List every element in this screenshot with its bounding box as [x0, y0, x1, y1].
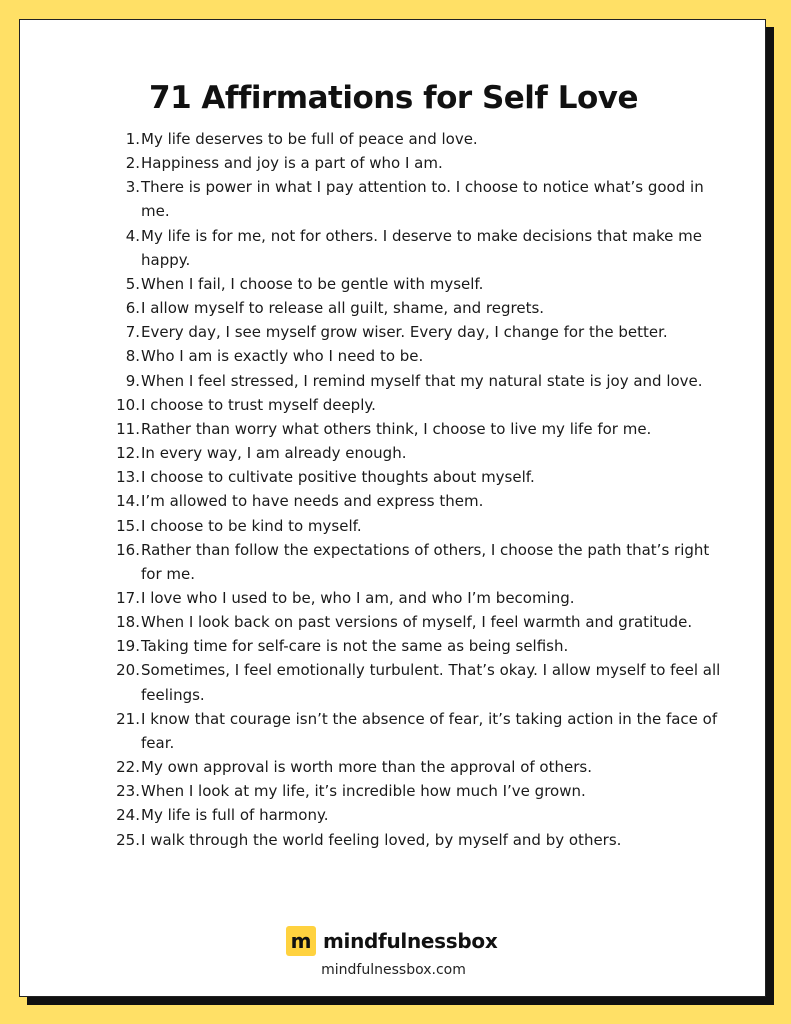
item-text: My life is full of harmony.	[141, 806, 329, 825]
item-text: I’m allowed to have needs and express them.	[141, 492, 484, 511]
item-text: I allow myself to release all guilt, shame, and regrets.	[141, 299, 545, 318]
item-number: 4.	[125, 226, 140, 245]
item-number: 17.	[116, 588, 140, 607]
item-text: I know that courage isn’t the absence of fear, it’s taking action in the face of fear.	[141, 709, 718, 752]
brand-logo	[286, 926, 497, 956]
item-text: There is power in what I pay attention to. I choose to notice what’s good in me.	[141, 178, 704, 221]
item-number: 14.	[116, 492, 140, 511]
item-text: My life is for me, not for others. I deserve to make decisions that make me happy.	[141, 226, 702, 269]
list-item	[20, 779, 767, 803]
item-number: 13.	[116, 468, 140, 487]
item-text: When I feel stressed, I remind myself that my natural state is joy and love.	[141, 371, 703, 390]
list-item	[20, 465, 767, 489]
item-number: 7.	[125, 323, 140, 342]
item-text: When I fail, I choose to be gentle with myself.	[141, 274, 484, 293]
page-title: 71 Affirmations for Self Love	[149, 80, 638, 116]
item-text: Every day, I see myself grow wiser. Every day, I change for the better.	[141, 323, 668, 342]
item-number: 23.	[116, 782, 140, 801]
item-text: I love who I used to be, who I am, and who I’m becoming.	[141, 588, 575, 607]
list-item	[20, 707, 767, 755]
logo-mark-icon: m	[286, 926, 316, 956]
item-number: 5.	[125, 274, 140, 293]
list-item	[20, 393, 767, 417]
item-text: Sometimes, I feel emotionally turbulent. That’s okay. I allow myself to feel all feelings.	[141, 661, 721, 704]
item-number: 10.	[116, 395, 140, 414]
item-number: 18.	[116, 613, 140, 632]
list-item	[20, 296, 767, 320]
list-item	[20, 175, 767, 223]
item-text: Rather than follow the expectations of others, I choose the path that’s right for me.	[141, 540, 710, 583]
item-text: In every way, I am already enough.	[141, 444, 407, 463]
list-item	[20, 634, 767, 658]
list-item	[20, 803, 767, 827]
item-text: Happiness and joy is a part of who I am.	[141, 154, 443, 173]
item-text: I choose to cultivate positive thoughts about myself.	[141, 468, 535, 487]
item-text: Who I am is exactly who I need to be.	[141, 347, 424, 366]
item-number: 16.	[116, 540, 140, 559]
item-number: 3.	[125, 178, 140, 197]
item-number: 22.	[116, 758, 140, 777]
item-number: 21.	[116, 709, 140, 728]
item-number: 6.	[125, 299, 140, 318]
list-item	[20, 514, 767, 538]
list-item	[20, 610, 767, 634]
item-number: 12.	[116, 444, 140, 463]
document-page	[19, 19, 766, 997]
item-text: When I look at my life, it’s incredible how much I’ve grown.	[141, 782, 586, 801]
item-number: 24.	[116, 806, 140, 825]
item-number: 25.	[116, 830, 140, 849]
list-item	[20, 224, 767, 272]
footer-url: mindfulnessbox.com	[321, 962, 466, 978]
item-text: When I look back on past versions of myself, I feel warmth and gratitude.	[141, 613, 693, 632]
list-item	[20, 828, 767, 852]
list-item	[20, 489, 767, 513]
list-item	[20, 369, 767, 393]
list-item	[20, 755, 767, 779]
list-item	[20, 441, 767, 465]
item-number: 2.	[125, 154, 140, 173]
item-text: Rather than worry what others think, I choose to live my life for me.	[141, 419, 652, 438]
item-number: 11.	[116, 419, 140, 438]
list-item	[20, 344, 767, 368]
item-text: I choose to be kind to myself.	[141, 516, 362, 535]
item-number: 15.	[116, 516, 140, 535]
item-number: 8.	[125, 347, 140, 366]
item-number: 1.	[125, 130, 140, 148]
brand-name: mindfulnessbox	[323, 929, 498, 953]
item-text: I walk through the world feeling loved, by myself and by others.	[141, 830, 622, 849]
list-item	[20, 127, 767, 151]
list-item	[20, 320, 767, 344]
item-text: My life deserves to be full of peace and love.	[141, 130, 478, 148]
list-item	[20, 658, 767, 706]
list-item	[20, 538, 767, 586]
item-text: I choose to trust myself deeply.	[141, 395, 376, 414]
list-item	[20, 417, 767, 441]
item-text: Taking time for self-care is not the same as being selfish.	[141, 637, 569, 656]
item-number: 9.	[125, 371, 140, 390]
item-number: 19.	[116, 637, 140, 656]
list-item	[20, 586, 767, 610]
affirmation-list	[20, 127, 767, 852]
list-item	[20, 272, 767, 296]
item-text: My own approval is worth more than the approval of others.	[141, 758, 592, 777]
list-item	[20, 151, 767, 175]
item-number: 20.	[116, 661, 140, 680]
